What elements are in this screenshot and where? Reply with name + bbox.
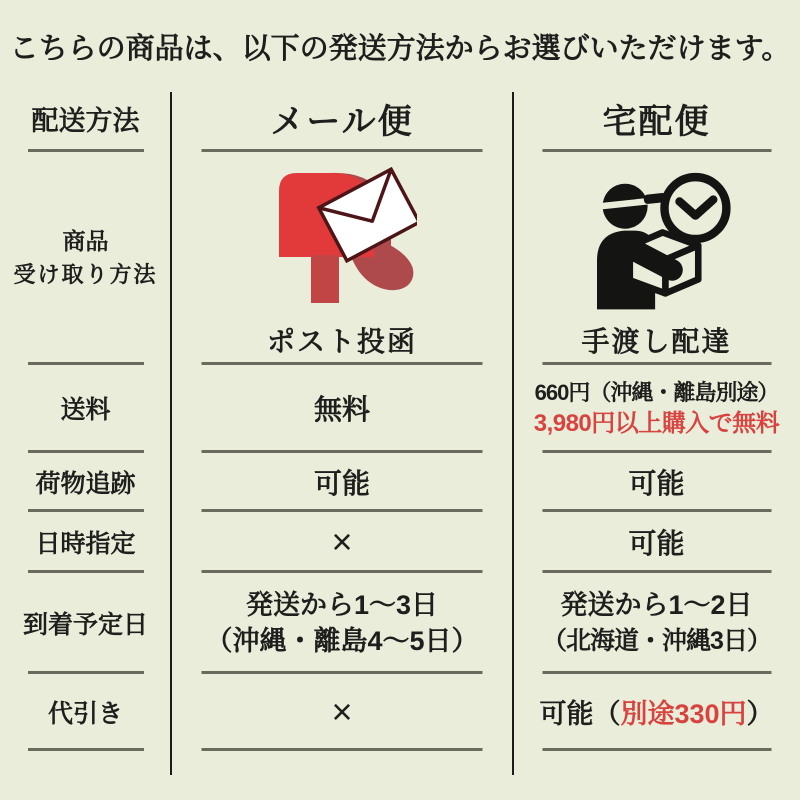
header-mail-label: メール便 xyxy=(270,102,414,141)
cell-datetime-mail xyxy=(171,511,513,572)
courier-handoff-clock-icon xyxy=(582,164,732,314)
arrival-courier-line1: 発送から1～2日 xyxy=(560,589,753,620)
cell-arrival-courier xyxy=(513,572,800,673)
arrival-mail-line2: （沖縄・離島4～5日） xyxy=(205,625,479,656)
cod-courier-suffix: ） xyxy=(746,699,774,729)
cell-datetime-courier xyxy=(513,511,800,572)
arrival-mail-line1: 発送から1～3日 xyxy=(245,589,439,620)
receive-label-line1: 商品 xyxy=(62,227,109,254)
datetime-mail-cross: × xyxy=(331,520,353,562)
row-label-receive xyxy=(0,151,171,364)
row-label-tracking xyxy=(0,452,171,511)
cod-mail-cross: × xyxy=(331,690,353,732)
cell-cod-courier xyxy=(513,673,800,750)
header-method-label: 配送方法 xyxy=(31,105,140,136)
row-label-cod xyxy=(0,673,171,750)
mailbox-icon xyxy=(267,164,417,314)
cell-tracking-courier xyxy=(513,452,800,511)
tracking-label: 荷物追跡 xyxy=(35,469,136,498)
header-mail xyxy=(171,85,513,151)
row-label-fee xyxy=(0,364,171,452)
page-title: こちらの商品は、以下の発送方法からお選びいただけます。 xyxy=(9,33,791,65)
cell-receive-courier xyxy=(513,151,800,364)
row-label-arrival xyxy=(0,572,171,673)
mail-receive-caption: ポスト投函 xyxy=(266,325,417,357)
fee-label: 送料 xyxy=(60,396,111,424)
cell-cod-mail xyxy=(171,673,513,750)
cell-fee-mail xyxy=(171,364,513,452)
cell-arrival-mail xyxy=(171,572,513,673)
cod-courier-value xyxy=(539,692,773,731)
shipping-comparison-table xyxy=(0,85,800,750)
cell-fee-courier xyxy=(513,364,800,452)
datetime-courier-value: 可能 xyxy=(628,527,685,559)
receive-label-line2: 受け取り方法 xyxy=(13,262,158,288)
header-courier xyxy=(513,85,800,151)
cell-tracking-mail xyxy=(171,452,513,511)
tracking-mail-value: 可能 xyxy=(313,467,370,499)
datetime-label: 日時指定 xyxy=(35,529,136,558)
header-method xyxy=(0,85,171,151)
tracking-courier-value: 可能 xyxy=(628,467,685,499)
header-courier-label: 宅配便 xyxy=(602,102,711,141)
row-label-datetime xyxy=(0,511,171,572)
cod-label: 代引き xyxy=(47,699,123,728)
arrival-courier-line2: （北海道・沖縄3日） xyxy=(542,626,771,655)
fee-courier-base: 660円（沖縄・離島別途） xyxy=(534,379,779,405)
cod-courier-extra-fee: 別途330円 xyxy=(620,699,747,729)
courier-receive-caption: 手渡し配達 xyxy=(581,325,732,357)
arrival-label: 到着予定日 xyxy=(22,610,148,639)
fee-courier-free-condition: 3,980円以上購入で無料 xyxy=(533,409,780,437)
cell-receive-mail xyxy=(171,151,513,364)
fee-mail-value: 無料 xyxy=(313,394,370,425)
cod-courier-prefix: 可能（ xyxy=(539,699,621,729)
